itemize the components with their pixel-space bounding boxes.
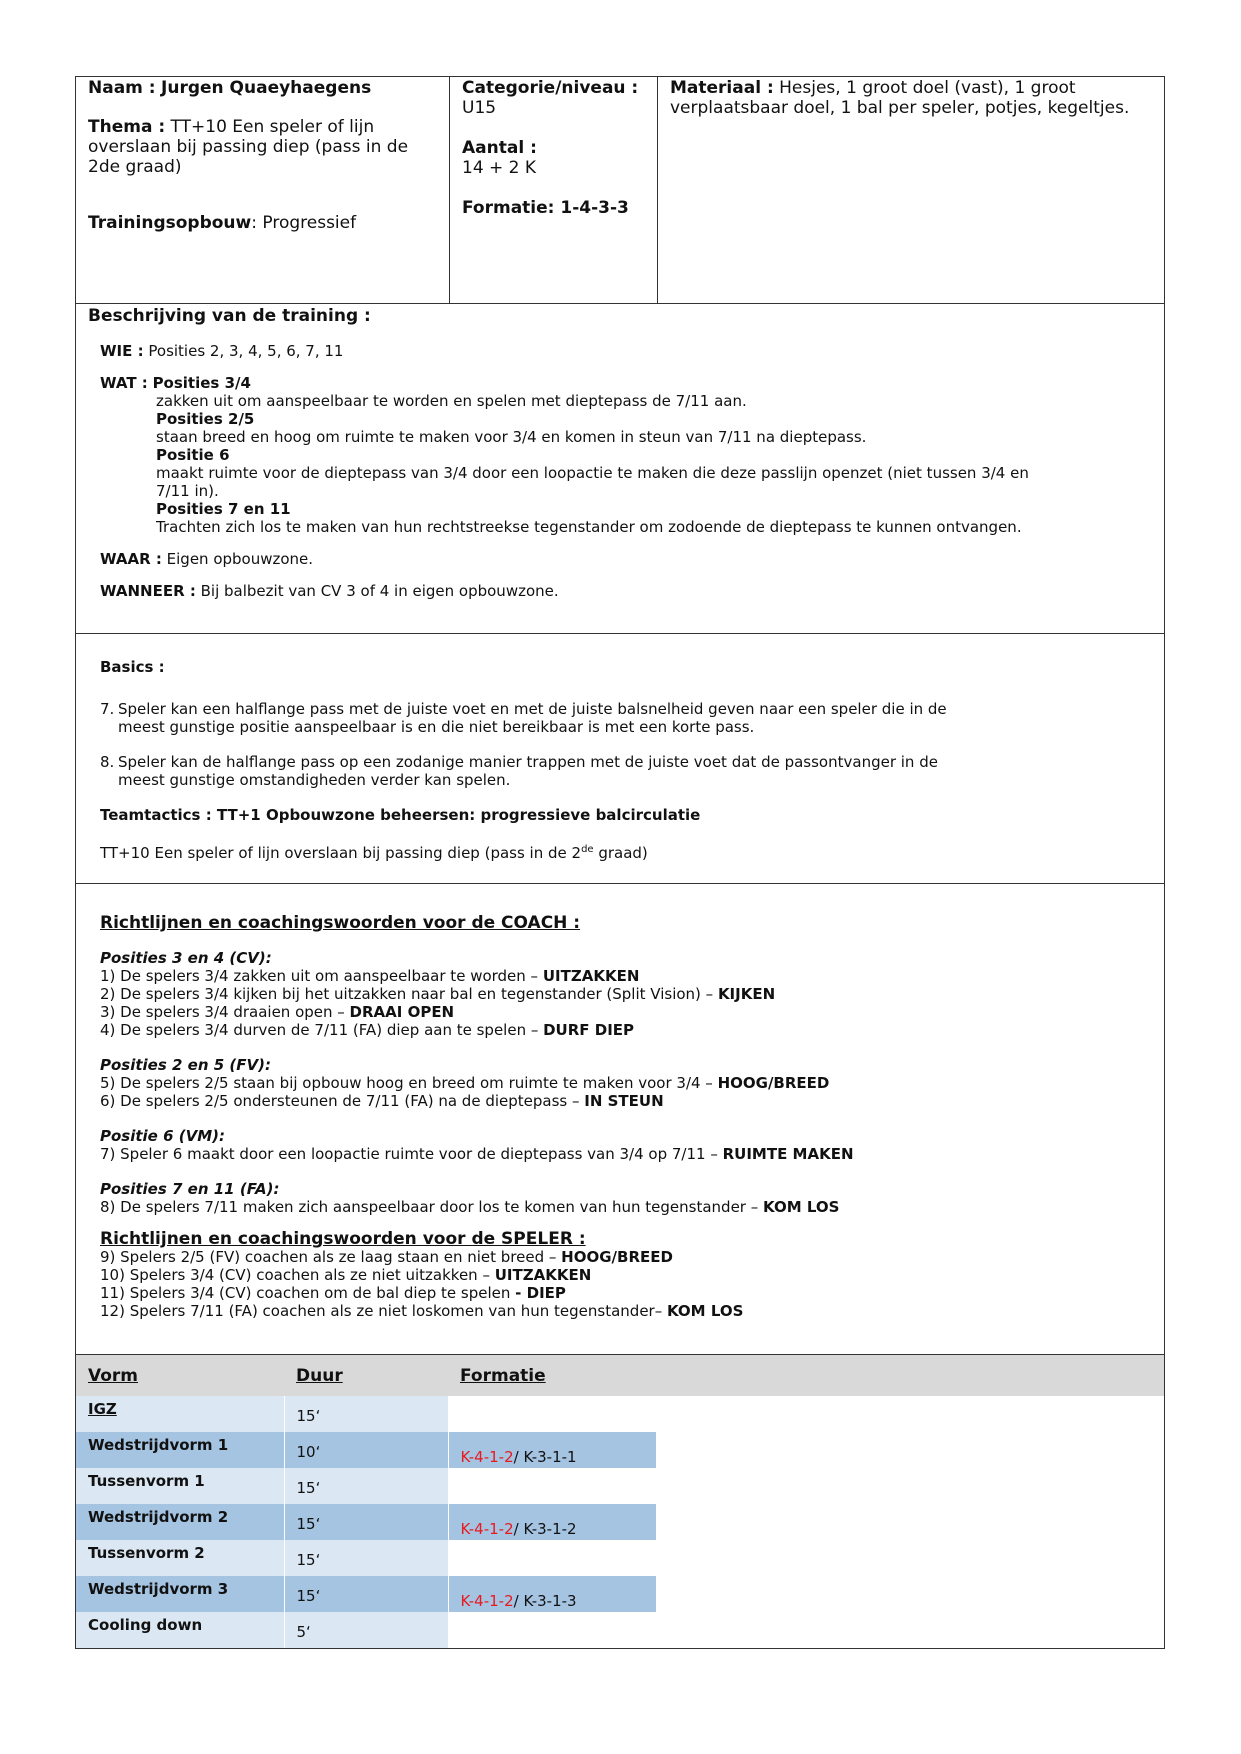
coach-line: 5) De spelers 2/5 staan bij opbouw hoog en breed om ruimte te maken voor 3/4 – HOOG/BREED (100, 1074, 830, 1092)
col-duur: Duur (284, 1355, 448, 1397)
wat-item-text: Trachten zich los te maken van hun rechtstreekse tegenstander om zodoende de dieptepass te kunnen ontvangen. (156, 518, 1022, 536)
row-formatie (448, 1540, 656, 1576)
naam-label: Naam : (88, 78, 156, 98)
row-duur: 15‘ (284, 1504, 448, 1540)
coach-line: 8) De spelers 7/11 maken zich aanspeelbaar door los te komen van hun tegenstander – KOM LOS (100, 1198, 840, 1216)
wat-item-text: zakken uit om aanspeelbaar te worden en spelen met dieptepass de 7/11 aan. (156, 392, 747, 410)
row-empty (656, 1396, 1164, 1432)
opbouw-label: Trainingsopbouw (88, 213, 252, 233)
teamtactics-line: Teamtactics : TT+1 Opbouwzone beheersen: progressieve balcirculatie (100, 806, 701, 824)
row-vorm: Cooling down (76, 1612, 284, 1648)
tt10-line: TT+10 Een speler of lijn overslaan bij passing diep (pass in de 2de graad) (100, 844, 648, 862)
row-formatie: K-4-1-2/ K-3-1-3 (448, 1576, 656, 1612)
basics-section (76, 634, 1164, 884)
aantal-label: Aantal : (462, 138, 537, 158)
schedule-row (76, 1576, 1164, 1612)
coach-line: 3) De spelers 3/4 draaien open – DRAAI OPEN (100, 1003, 455, 1021)
speler-line: 9) Spelers 2/5 (FV) coachen als ze laag staan en niet breed – HOOG/BREED (100, 1248, 673, 1266)
categorie-value: U15 (462, 98, 497, 118)
wat-item-title: Posities 7 en 11 (156, 500, 291, 518)
basics-item: 8. Speler kan de halflange pass op een zodanige manier trappen met de juiste voet dat de passontvanger in de meest gunstige omstandigheden verder kan spelen. (100, 753, 938, 789)
row-vorm: IGZ (76, 1396, 284, 1432)
schedule-row (76, 1396, 1164, 1432)
categorie-label: Categorie/niveau : (462, 78, 639, 98)
coach-line: 1) De spelers 3/4 zakken uit om aanspeelbaar te worden – UITZAKKEN (100, 967, 640, 985)
thema-label: Thema : (88, 117, 166, 137)
speler-title: Richtlijnen en coachingswoorden voor de SPELER : (100, 1229, 586, 1249)
schedule-table (76, 1354, 1164, 1648)
coach-line: 7) Speler 6 maakt door een loopactie ruimte voor de dieptepass van 3/4 op 7/11 – RUIMTE MAKEN (100, 1145, 854, 1163)
speler-line: 12) Spelers 7/11 (FA) coachen als ze niet loskomen van hun tegenstander– KOM LOS (100, 1302, 744, 1320)
row-vorm: Wedstrijdvorm 2 (76, 1504, 284, 1540)
coach-line: 4) De spelers 3/4 durven de 7/11 (FA) diep aan te spelen – DURF DIEP (100, 1021, 635, 1039)
row-empty (656, 1576, 1164, 1612)
row-formatie (448, 1468, 656, 1504)
coach-line: 6) De spelers 2/5 ondersteunen de 7/11 (FA) na de dieptepass – IN STEUN (100, 1092, 664, 1110)
row-empty (656, 1504, 1164, 1540)
row-vorm: Tussenvorm 1 (76, 1468, 284, 1504)
basics-title: Basics : (100, 658, 165, 676)
header-mid-cell (450, 77, 658, 303)
group-title: Posities 2 en 5 (FV): (100, 1056, 271, 1074)
naam-value: Jurgen Quaeyhaegens (161, 78, 372, 98)
group-title: Positie 6 (VM): (100, 1127, 225, 1145)
materiaal-label: Materiaal : (670, 78, 774, 98)
wat-item-text: maakt ruimte voor de dieptepass van 3/4 door een loopactie te maken die deze passlijn openzet (niet tussen 3/4 en (156, 464, 1029, 482)
col-formatie: Formatie (448, 1355, 656, 1397)
basics-item: 7. Speler kan een halflange pass met de juiste voet en met de juiste balsnelheid geven naar een speler die in de meest gunstige positie aanspeelbaar is en die niet bereikbaar is met een korte pass. (100, 700, 947, 736)
row-formatie: K-4-1-2/ K-3-1-1 (448, 1432, 656, 1468)
opbouw-value: : Progressief (251, 213, 357, 233)
wat-item-text: 7/11 in). (156, 482, 219, 500)
row-vorm: Wedstrijdvorm 3 (76, 1576, 284, 1612)
coach-section (76, 884, 1164, 1354)
header-left-cell (76, 77, 450, 303)
row-empty (656, 1432, 1164, 1468)
wie-line: WIE : Posities 2, 3, 4, 5, 6, 7, 11 (100, 342, 344, 360)
row-vorm: Wedstrijdvorm 1 (76, 1432, 284, 1468)
row-formatie (448, 1396, 656, 1432)
schedule-row (76, 1468, 1164, 1504)
row-formatie (448, 1612, 656, 1648)
row-formatie: K-4-1-2/ K-3-1-2 (448, 1504, 656, 1540)
aantal-value: 14 + 2 K (462, 158, 537, 178)
schedule-row (76, 1432, 1164, 1468)
header-row (76, 77, 1164, 304)
schedule-row (76, 1612, 1164, 1648)
header-right-cell (658, 77, 1164, 303)
formatie-label: Formatie: 1-4-3-3 (462, 198, 629, 218)
wat-line: WAT : Posities 3/4 (100, 374, 251, 392)
speler-line: 10) Spelers 3/4 (CV) coachen als ze niet uitzakken – UITZAKKEN (100, 1266, 592, 1284)
group-title: Posities 3 en 4 (CV): (100, 949, 272, 967)
row-vorm: Tussenvorm 2 (76, 1540, 284, 1576)
wanneer-line: WANNEER : Bij balbezit van CV 3 of 4 in eigen opbouwzone. (100, 582, 559, 600)
row-duur: 15‘ (284, 1576, 448, 1612)
speler-line: 11) Spelers 3/4 (CV) coachen om de bal diep te spelen - DIEP (100, 1284, 566, 1302)
schedule-row (76, 1504, 1164, 1540)
row-duur: 15‘ (284, 1540, 448, 1576)
row-duur: 5‘ (284, 1612, 448, 1648)
row-duur: 15‘ (284, 1396, 448, 1432)
description-section (76, 304, 1164, 634)
col-empty (656, 1355, 1164, 1397)
thema-value: TT+10 Een speler of lijn overslaan bij passing diep (pass in de 2de graad) (88, 117, 409, 177)
waar-line: WAAR : Eigen opbouwzone. (100, 550, 314, 568)
wat-item-title: Positie 6 (156, 446, 230, 464)
row-empty (656, 1540, 1164, 1576)
coach-line: 2) De spelers 3/4 kijken bij het uitzakken naar bal en tegenstander (Split Vision) – KIJKEN (100, 985, 776, 1003)
schedule-header-row (76, 1355, 1164, 1397)
group-title: Posities 7 en 11 (FA): (100, 1180, 280, 1198)
coach-title: Richtlijnen en coachingswoorden voor de COACH : (100, 913, 581, 933)
col-vorm: Vorm (76, 1355, 284, 1397)
training-sheet (75, 76, 1165, 1649)
wat-item-title: Posities 2/5 (156, 410, 255, 428)
materiaal-value: Hesjes, 1 groot doel (vast), 1 groot verplaatsbaar doel, 1 bal per speler, potjes, kegeltjes. (670, 78, 1130, 118)
row-duur: 10‘ (284, 1432, 448, 1468)
row-empty (656, 1612, 1164, 1648)
wat-item-text: staan breed en hoog om ruimte te maken voor 3/4 en komen in steun van 7/11 na dieptepass. (156, 428, 867, 446)
schedule-row (76, 1540, 1164, 1576)
description-title: Beschrijving van de training : (88, 306, 371, 326)
row-duur: 15‘ (284, 1468, 448, 1504)
row-empty (656, 1468, 1164, 1504)
